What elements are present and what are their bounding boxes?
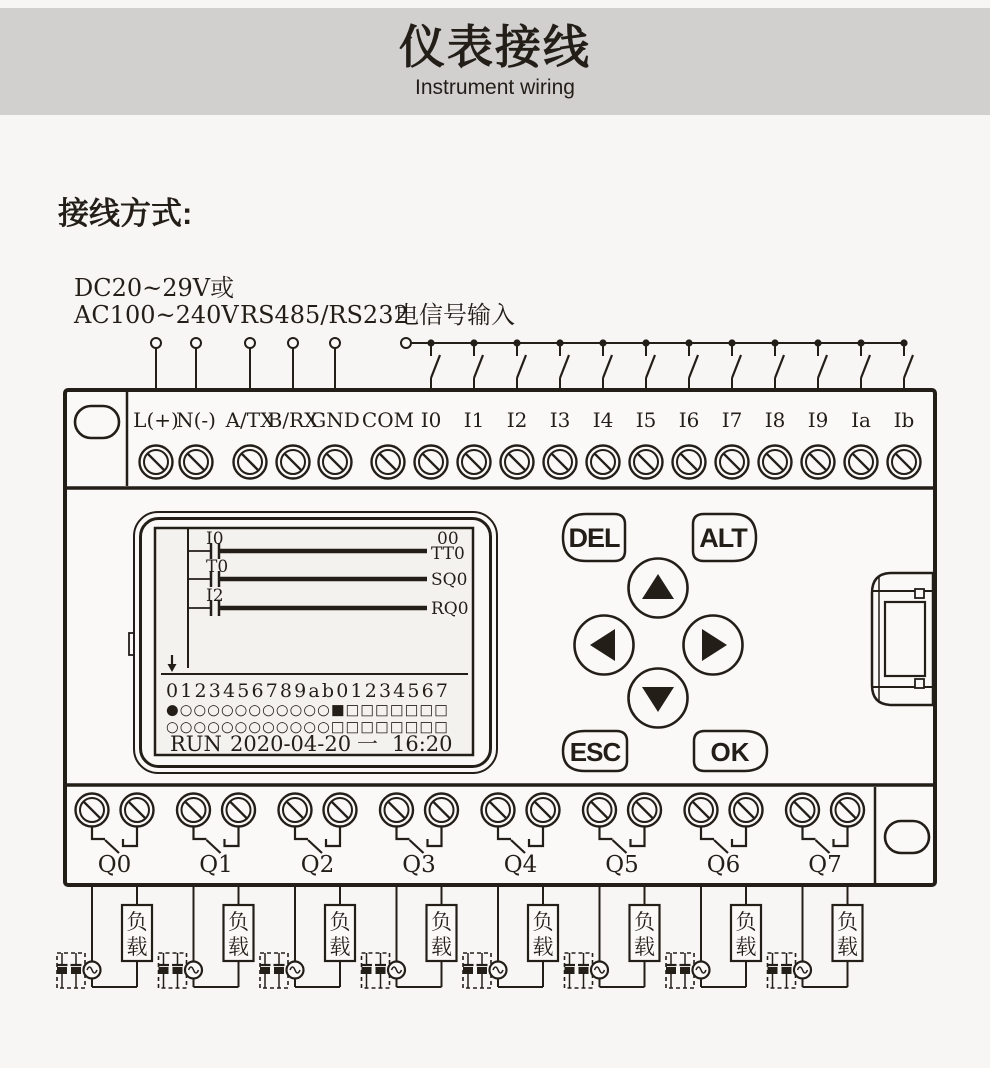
screw-terminal <box>372 446 405 479</box>
status-weekday: 一 <box>357 732 378 756</box>
top-terminal-label-1: N(-) <box>176 408 216 432</box>
screw-terminal <box>786 794 819 827</box>
screw-terminal <box>279 794 312 827</box>
snubber-box <box>564 953 593 988</box>
power-spec-line1: DC20~29V或 <box>74 274 235 302</box>
io-address-row: 0123456789ab01234567 <box>166 680 448 702</box>
top-terminal-label-14: I8 <box>764 408 786 432</box>
signal-input-label: 电信号输入 <box>395 301 515 329</box>
screw-terminal <box>527 794 560 827</box>
ac-source <box>490 962 507 979</box>
snubber-box <box>158 953 187 988</box>
serial-label: RS485/RS232 <box>240 301 409 329</box>
load-label-line1: 负 <box>532 910 554 934</box>
screw-terminal <box>76 794 109 827</box>
screw-terminal <box>544 446 577 479</box>
top-terminal-label-17: Ib <box>893 408 915 432</box>
top-terminal-label-2: A/TX <box>225 408 275 432</box>
top-terminal-label-10: I4 <box>592 408 614 432</box>
load-box <box>833 905 863 961</box>
input-switch <box>556 339 569 392</box>
top-terminal-label-7: I1 <box>463 408 485 432</box>
screw-terminal <box>482 794 515 827</box>
input-switch <box>470 339 483 392</box>
ac-source <box>287 962 304 979</box>
input-switch <box>857 339 870 392</box>
output-terminal-label-5: Q5 <box>605 852 639 878</box>
top-terminal-label-11: I5 <box>635 408 657 432</box>
esc-button-label: ESC <box>569 737 621 767</box>
screw-terminal <box>121 794 154 827</box>
load-circuit <box>564 885 660 988</box>
load-circuit <box>57 885 153 988</box>
wire-lead <box>330 338 340 392</box>
screw-terminal <box>759 446 792 479</box>
screw-terminal <box>180 446 213 479</box>
input-switch <box>427 339 440 392</box>
input-switch <box>814 339 827 392</box>
screw-terminal <box>324 794 357 827</box>
ac-source <box>794 962 811 979</box>
wire-lead <box>245 338 255 392</box>
screw-terminal <box>845 446 878 479</box>
output-terminal-label-1: Q1 <box>199 852 233 878</box>
wire-lead <box>151 338 161 392</box>
status-date: 2020-04-20 <box>230 732 352 756</box>
output-label: RQ0 <box>431 599 469 619</box>
screw-terminal <box>277 446 310 479</box>
load-label-line1: 负 <box>126 910 148 934</box>
alt-button-label: ALT <box>699 523 747 553</box>
load-label-line2: 载 <box>126 935 148 959</box>
load-label-line2: 载 <box>532 935 554 959</box>
top-terminal-label-0: L(+) <box>133 408 179 432</box>
top-terminal-label-15: I9 <box>807 408 829 432</box>
ac-source <box>693 962 710 979</box>
screw-terminal <box>177 794 210 827</box>
screw-terminal <box>630 446 663 479</box>
screw-terminal <box>415 446 448 479</box>
screw-terminal <box>716 446 749 479</box>
snubber-box <box>666 953 695 988</box>
load-label-line1: 负 <box>329 910 351 934</box>
contact-label: I2 <box>206 586 224 606</box>
top-terminal-label-12: I6 <box>678 408 700 432</box>
wire-lead <box>191 338 201 392</box>
output-label: TT0 <box>431 544 465 564</box>
load-label-line2: 载 <box>329 935 351 959</box>
load-circuit <box>158 885 254 988</box>
ac-source <box>388 962 405 979</box>
signal-input-bus <box>401 338 913 392</box>
screw-terminal <box>673 446 706 479</box>
snubber-box <box>463 953 492 988</box>
ok-button-label: OK <box>710 737 750 767</box>
output-terminal-label-6: Q6 <box>706 852 741 878</box>
ac-source <box>84 962 101 979</box>
screw-terminal <box>380 794 413 827</box>
load-box <box>427 905 457 961</box>
load-label-line2: 载 <box>431 935 452 959</box>
load-label-line1: 负 <box>431 910 452 934</box>
top-terminal-label-9: I3 <box>549 408 571 432</box>
load-box <box>122 905 152 961</box>
load-circuit <box>666 885 762 988</box>
output-terminal-label-2: Q2 <box>300 852 335 878</box>
load-label-line1: 负 <box>634 910 655 934</box>
top-terminal-label-16: Ia <box>851 408 871 432</box>
screw-terminal <box>802 446 835 479</box>
wire-lead <box>288 338 298 392</box>
top-terminal-label-8: I2 <box>506 408 528 432</box>
top-terminal-label-5: COM <box>361 408 415 432</box>
output-terminal-label-4: Q4 <box>503 852 538 878</box>
load-label-line1: 负 <box>837 910 858 934</box>
page-subtitle: Instrument wiring <box>415 76 575 99</box>
top-terminal-label-3: B/RX <box>267 408 319 432</box>
expansion-connector <box>872 573 933 705</box>
load-circuit <box>463 885 559 988</box>
output-terminal-label-3: Q3 <box>402 852 436 878</box>
output-label: SQ0 <box>431 570 468 590</box>
lcd-panel <box>129 512 497 773</box>
output-terminal-label-0: Q0 <box>97 852 132 878</box>
screw-terminal <box>234 446 267 479</box>
load-label-line2: 载 <box>634 935 655 959</box>
load-circuit <box>260 885 356 988</box>
snubber-box <box>57 953 86 988</box>
load-label-line2: 载 <box>837 935 858 959</box>
input-switch <box>513 339 526 392</box>
screw-terminal <box>730 794 763 827</box>
lcd-status-row <box>170 732 453 756</box>
screw-terminal <box>425 794 458 827</box>
input-switch <box>728 339 741 392</box>
power-spec-line2: AC100~240V <box>74 301 239 329</box>
input-switch <box>900 339 913 392</box>
load-box <box>630 905 660 961</box>
load-circuit <box>767 885 863 988</box>
contact-label: T0 <box>206 557 229 577</box>
screw-terminal <box>685 794 718 827</box>
output-label-top: 00 <box>437 529 459 549</box>
screw-terminal <box>501 446 534 479</box>
top-terminal-label-13: I7 <box>721 408 743 432</box>
page-title: 仪表接线 <box>399 21 591 73</box>
del-button-label: DEL <box>568 523 620 553</box>
load-box <box>325 905 355 961</box>
screw-terminal <box>319 446 352 479</box>
screw-terminal <box>583 794 616 827</box>
input-switch <box>771 339 784 392</box>
screw-terminal <box>222 794 255 827</box>
load-label-line1: 负 <box>228 910 249 934</box>
run-status: RUN <box>170 732 222 756</box>
load-circuit <box>361 885 457 988</box>
snubber-box <box>767 953 796 988</box>
input-switch <box>685 339 698 392</box>
screw-terminal <box>458 446 491 479</box>
contact-label: I0 <box>206 529 224 549</box>
screw-terminal <box>140 446 173 479</box>
section-title: 接线方式: <box>58 196 193 231</box>
screw-terminal <box>628 794 661 827</box>
load-label-line1: 负 <box>735 910 757 934</box>
load-label-line2: 载 <box>735 935 757 959</box>
top-terminal-label-4: GND <box>310 408 360 432</box>
screw-terminal <box>831 794 864 827</box>
load-box <box>731 905 761 961</box>
snubber-box <box>361 953 390 988</box>
top-terminal-label-6: I0 <box>420 408 442 432</box>
input-switch <box>642 339 655 392</box>
load-box <box>528 905 558 961</box>
status-time: 16:20 <box>392 732 453 756</box>
bus-start-node <box>401 338 411 348</box>
connector-key-top <box>915 589 924 598</box>
io-indicator-row-1: ●○○○○○○○○○○○■□□□□□□□ <box>166 702 448 719</box>
load-label-line2: 载 <box>228 935 249 959</box>
screw-terminal <box>888 446 921 479</box>
connector-key-bottom <box>915 679 924 688</box>
ac-source <box>185 962 202 979</box>
input-switch <box>599 339 612 392</box>
io-indicator-row-2: ○○○○○○○○○○○○□□□□□□□□ <box>166 719 448 736</box>
snubber-box <box>260 953 289 988</box>
screw-terminal <box>587 446 620 479</box>
output-terminal-label-7: Q7 <box>808 852 842 878</box>
load-box <box>224 905 254 961</box>
ac-source <box>591 962 608 979</box>
